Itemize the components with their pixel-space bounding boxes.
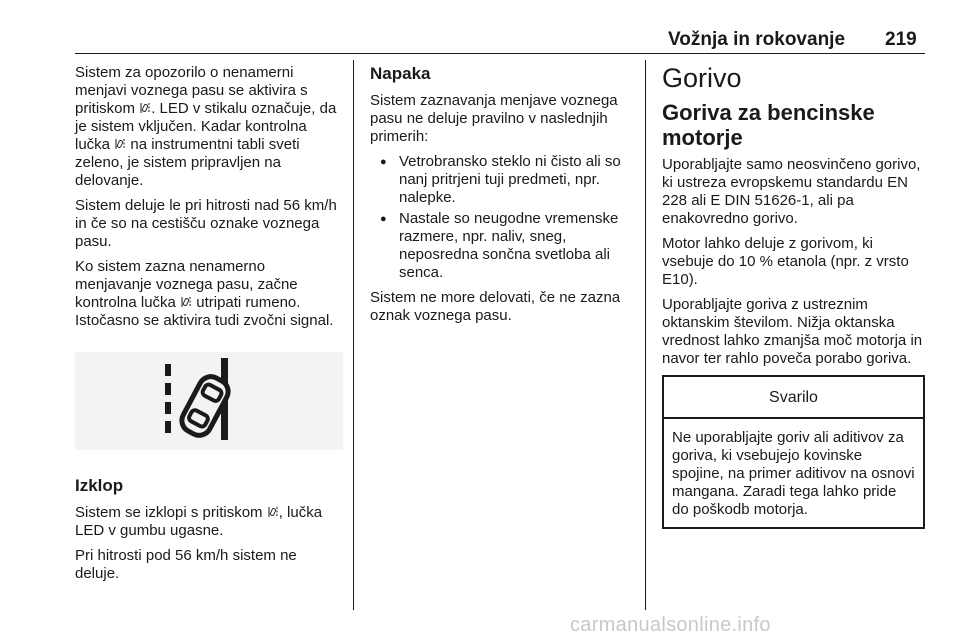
paragraph-octane: Uporabljajte goriva z ustreznim oktanskim številom. Nižja oktanska vrednost lahko zmanjša moč motorja in navor ter rahlo poveča porabo goriva. — [662, 296, 923, 367]
lane-departure-icon — [268, 506, 278, 518]
lane-departure-icon — [181, 296, 191, 308]
section-title-gorivo: Gorivo — [662, 63, 742, 93]
list-item: ● Vetrobransko steklo ni čisto ali so nanj pritrjeni tuji predmeti, npr. nalepke. — [370, 153, 632, 207]
warning-box — [662, 375, 925, 529]
paragraph-fuel-standard: Uporabljajte samo neosvinčeno gorivo, ki ustreza evropskemu standardu EN 228 ali E DIN 51626-1, ali pa enakovredno gorivo. — [662, 156, 921, 227]
paragraph-switch-off: Sistem se izklopi s pritiskom , lučka LED v gumbu ugasne. — [75, 504, 323, 539]
watermark: carmanualsonline.info — [570, 614, 771, 636]
paragraph-ethanol: Motor lahko deluje z gorivom, ki vsebuje do 10 % etanola (npr. z vrsto E10). — [662, 235, 909, 288]
warning-text: Ne uporabljajte goriv ali aditivov za goriva, ki vsebujejo kovinske spojine, na primer aditivov na osnovi mangana. Zaradi tega lahko pride do poškodb motorja. — [672, 429, 915, 518]
column-2 — [370, 64, 632, 332]
column-3 — [662, 64, 925, 529]
paragraph-fault-intro: Sistem zaznavanja menjave voznega pasu ne deluje pravilno v naslednjih primerih: — [370, 92, 618, 145]
column-1 — [75, 64, 343, 590]
lane-departure-large-icon — [165, 358, 255, 446]
lane-departure-icon — [115, 138, 125, 150]
page-header-title: Vožnja in rokovanje — [668, 29, 846, 50]
paragraph-speed: Sistem deluje le pri hitrosti nad 56 km/h in če so na cestišču oznake voznega pasu. — [75, 197, 337, 250]
heading-izklop: Izklop — [75, 476, 124, 495]
fault-list — [370, 153, 632, 282]
column-divider-2 — [645, 60, 646, 610]
lane-departure-figure — [75, 352, 343, 450]
heading-napaka: Napaka — [370, 64, 431, 83]
paragraph-fault-outro: Sistem ne more delovati, če ne zazna oznak voznega pasu. — [370, 289, 621, 324]
lane-departure-icon — [140, 102, 150, 114]
list-item: ● Nastale so neugodne vremenske razmere, npr. naliv, sneg, neposredna sončna svetloba ali senca. — [370, 210, 632, 282]
warning-title: Svarilo — [664, 377, 923, 419]
paragraph-activation: Sistem za opozorilo o nenamerni menjavi voznega pasu se aktivira s pritiskom . LED v stikalu označuje, da je sistem vključen. Kadar kontrolna lučka na instrumentni tabli sveti zeleno, je sistem pripravljen na delovanje. — [75, 64, 337, 189]
subsection-title: Goriva za bencinske motorje — [662, 100, 875, 150]
column-divider-1 — [353, 60, 354, 610]
header-divider — [75, 53, 925, 54]
paragraph-warning-signal: Ko sistem zazna nenamerno menjavanje voznega pasu, začne kontrolna lučka utripati rumeno. Istočasno se aktivira tudi zvočni signal. — [75, 258, 334, 329]
page-number: 219 — [885, 29, 917, 50]
paragraph-low-speed: Pri hitrosti pod 56 km/h sistem ne deluje. — [75, 547, 297, 582]
